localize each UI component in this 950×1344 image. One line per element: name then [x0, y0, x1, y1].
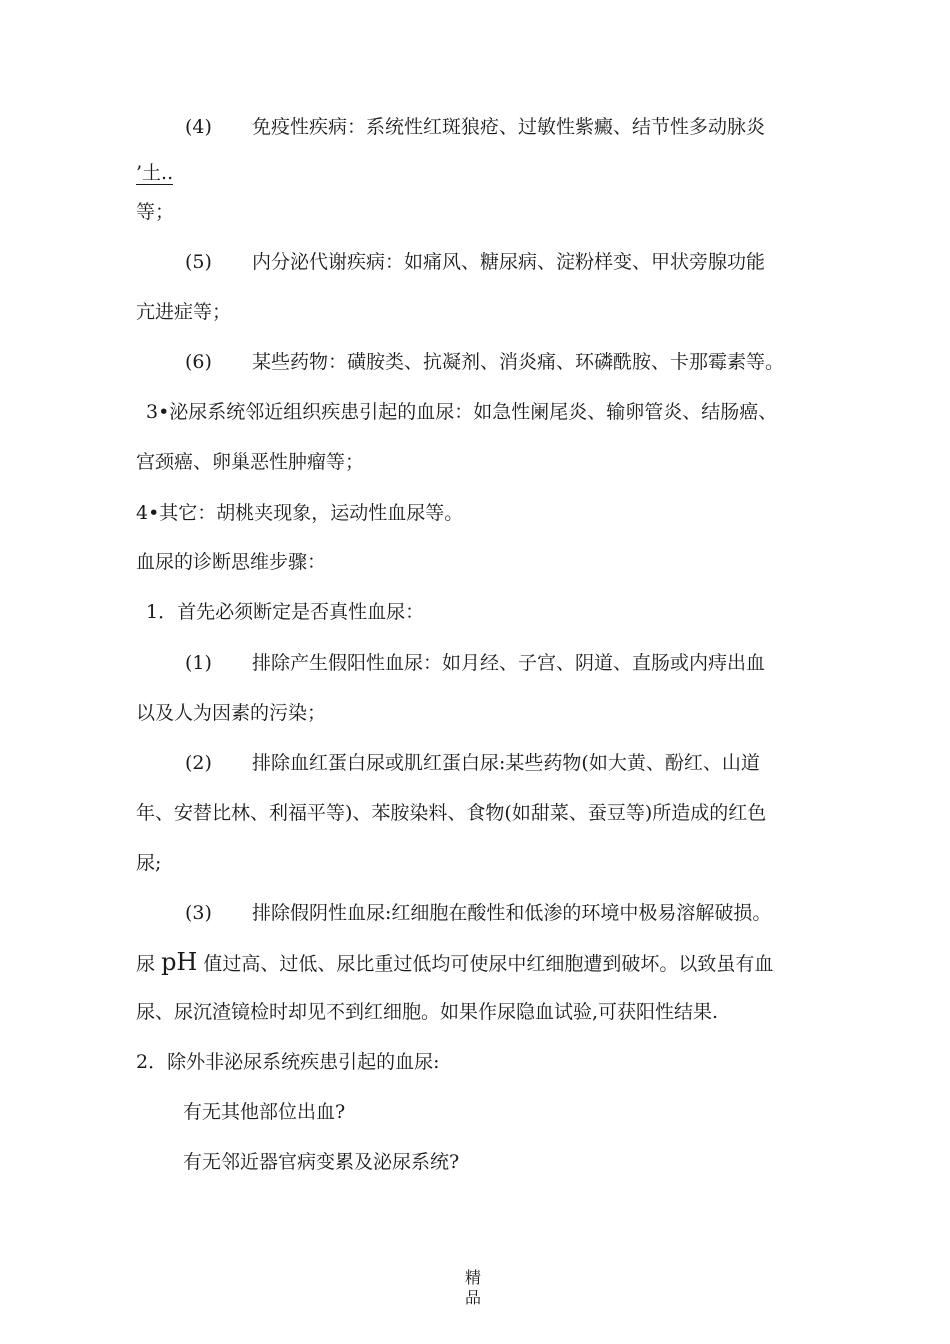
footer-mark-line2: 品: [465, 1288, 482, 1307]
paragraph-line: 尿;: [136, 852, 162, 874]
paragraph-line: 有无邻近器官病变累及泌尿系统?: [183, 1151, 460, 1173]
paragraph-line: 等；: [136, 201, 175, 223]
item-number: (4): [185, 116, 212, 138]
paragraph-line: 年、安替比林、利福平等)、苯胺染料、食物(如甜菜、蚕豆等)所造成的红色: [136, 802, 767, 824]
paragraph-line: 排除产生假阳性血尿：如月经、子宫、阴道、直肠或内痔出血: [252, 652, 766, 674]
item-number: (5): [185, 251, 212, 273]
item-number: (1): [185, 652, 212, 674]
paragraph-line: 内分泌代谢疾病：如痛风、糖尿病、淀粉样变、甲状旁腺功能: [252, 251, 766, 273]
paragraph-line: 亢进症等；: [136, 301, 232, 323]
paragraph-line: [136, 950, 773, 976]
ph-label: pH: [161, 948, 198, 976]
paragraph-line: 宫颈癌、卵巢恶性肿瘤等；: [136, 451, 365, 473]
item-number: (3): [185, 902, 212, 924]
section-heading: 血尿的诊断思维步骤：: [136, 551, 327, 573]
underlined-fragment: ’土..: [136, 162, 174, 184]
paragraph-line: 有无其他部位出血?: [183, 1101, 346, 1123]
paragraph-line: 排除血红蛋白尿或肌红蛋白尿:某些药物(如大黄、酚红、山道: [252, 752, 760, 774]
paragraph-line: 4•其它：胡桃夹现象，运动性血尿等。: [136, 502, 464, 524]
footer-mark-line1: 精: [465, 1268, 482, 1287]
paragraph-line: 3•泌尿系统邻近组织疾患引起的血尿：如急性阑尾炎、输卵管炎、结肠癌、: [146, 401, 778, 423]
paragraph-line: 1．首先必须断定是否真性血尿：: [146, 601, 425, 623]
fragment-text: [136, 161, 173, 185]
paragraph-line: 某些药物：磺胺类、抗凝剂、消炎痛、环磷酰胺、卡那霉素等。: [252, 351, 785, 373]
paragraph-line: 以及人为因素的污染；: [136, 702, 327, 724]
paragraph-line: 尿、尿沉渣镜检时却见不到红细胞。如果作尿隐血试验,可获阳性结果.: [136, 1001, 719, 1023]
item-number: (6): [185, 351, 212, 373]
text-run: 值过高、过低、尿比重过低均可使尿中红细胞遭到破坏。以致虽有血: [203, 953, 774, 975]
paragraph-line: 排除假阴性血尿:红细胞在酸性和低渗的环境中极易溶解破损。: [252, 902, 772, 924]
paragraph-line: 免疫性疾病：系统性红斑狼疮、过敏性紫癜、结节性多动脉炎: [252, 116, 766, 138]
text-run: 尿: [136, 953, 156, 975]
paragraph-line: 2．除外非泌尿系统疾患引起的血尿:: [136, 1051, 440, 1073]
item-number: (2): [185, 752, 212, 774]
